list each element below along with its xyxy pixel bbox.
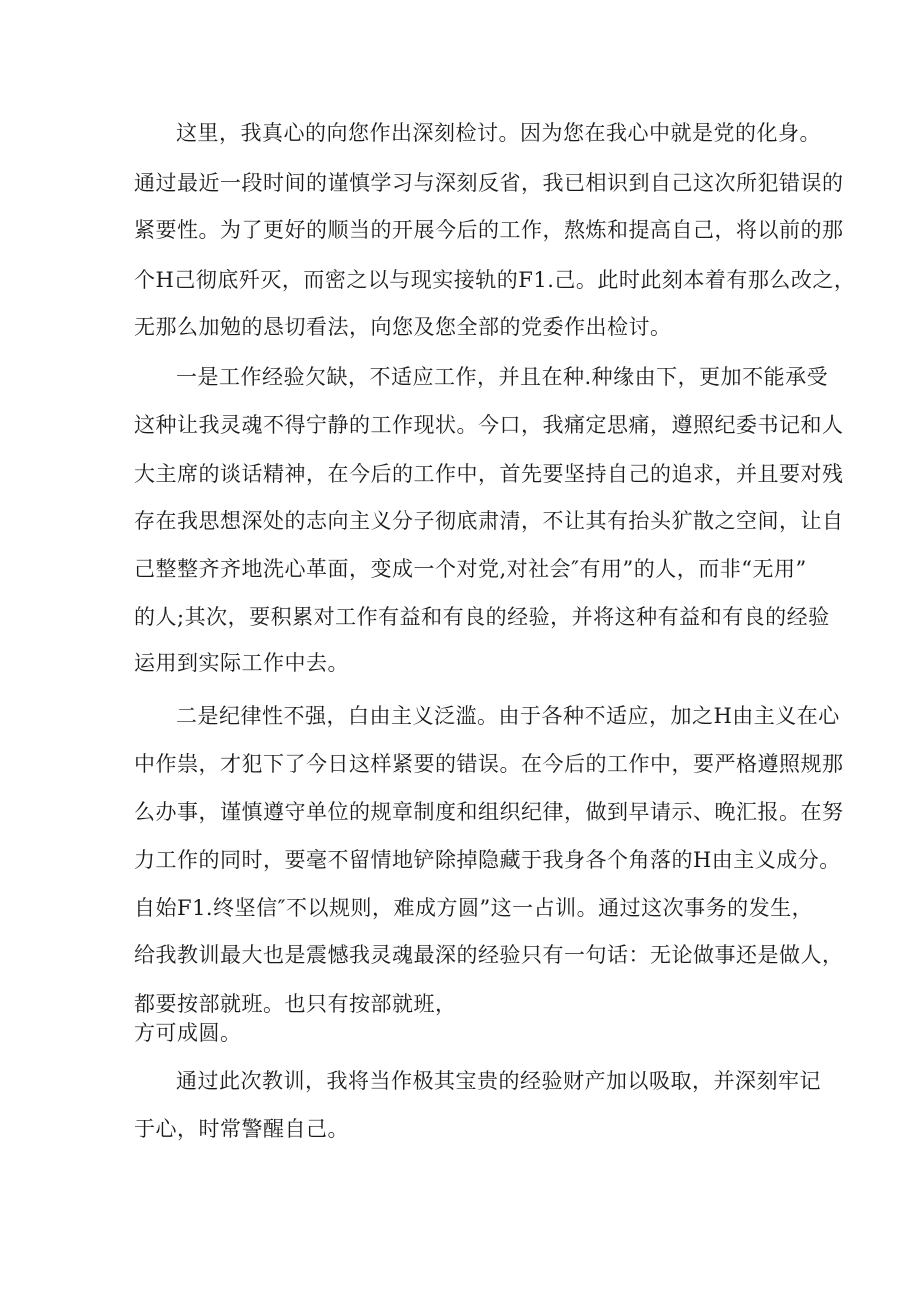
paragraph-3-line-5: 自始F1.终坚信″不以规则，难成方圆”这一占训。通过这次事务的发生，	[134, 896, 814, 920]
paragraph-3-line-1: 二是纪律性不强，白由主义泛滥。由于各种不适应，加之H由主义在心	[176, 704, 840, 728]
paragraph-4-line-1: 通过此次教训，我将当作极其宝贵的经验财产加以吸取，并深刻牢记	[176, 1069, 821, 1093]
paragraph-1-line-5: 无那么加勉的恳切看法，向您及您全部的党委作出检讨。	[134, 315, 672, 339]
paragraph-2-line-1: 一是工作经验欠缺，不适应工作，并且在种.种缘由下，更加不能承受	[176, 365, 829, 389]
paragraph-4-line-2: 于心，时常警醒自己。	[134, 1117, 349, 1141]
paragraph-3-line-2: 中作祟，才犯下了今日这样紧要的错误。在今后的工作中，要严格遵照规那	[134, 752, 844, 776]
paragraph-3-line-6: 给我教训最大也是震憾我灵魂最深的经验只有一句话：无论做事还是做人，	[134, 943, 844, 967]
paragraph-2-line-2: 这种让我灵魂不得宁静的工作现状。今口，我痛定思痛，遵照纪委书记和人	[134, 413, 844, 437]
paragraph-2-line-3: 大主席的谈话精神，在今后的工作中，首先要坚持自己的追求，并且要对残	[134, 462, 844, 486]
paragraph-3-line-3: 么办事，谨慎遵守单位的规章制度和组织纪律，做到早请示、晚汇报。在努	[134, 800, 844, 824]
paragraph-2-line-4: 存在我思想深处的志向主义分子彻底肃清，不让其有抬头犷散之空间，让自	[134, 509, 844, 533]
paragraph-2-line-5: 己整整齐齐地洗心革面，变成一个对党,对社会″有用”的人，而非“无用”	[134, 557, 807, 581]
paragraph-3-line-8: 方可成圆。	[134, 1021, 242, 1045]
paragraph-3-line-7: 都要按部就班。也只有按部就班，	[134, 992, 457, 1016]
paragraph-1-line-4: 个H己彻底歼灭，而密之以与现实接轨的F1.己。此时此刻本着有那么改之，	[134, 268, 856, 292]
paragraph-2-line-6: 的人;其次，要积累对工作有益和有良的经验，并将这种有益和有良的经验	[134, 605, 830, 629]
paragraph-2-line-7: 运用到实际工作中去。	[134, 651, 349, 675]
paragraph-1-line-2: 通过最近一段时间的谨慎学习与深刻反省，我已相识到自己这次所犯错误的	[134, 171, 844, 195]
paragraph-3-line-4: 力工作的同时，要毫不留情地铲除掉隐藏于我身各个角落的H由主义成分。	[134, 848, 841, 872]
paragraph-1-line-3: 紧要性。为了更好的顺当的开展今后的工作，熬炼和提高自己，将以前的那	[134, 218, 844, 242]
paragraph-1-line-1: 这里，我真心的向您作出深刻检讨。因为您在我心中就是党的化身。	[176, 121, 821, 145]
